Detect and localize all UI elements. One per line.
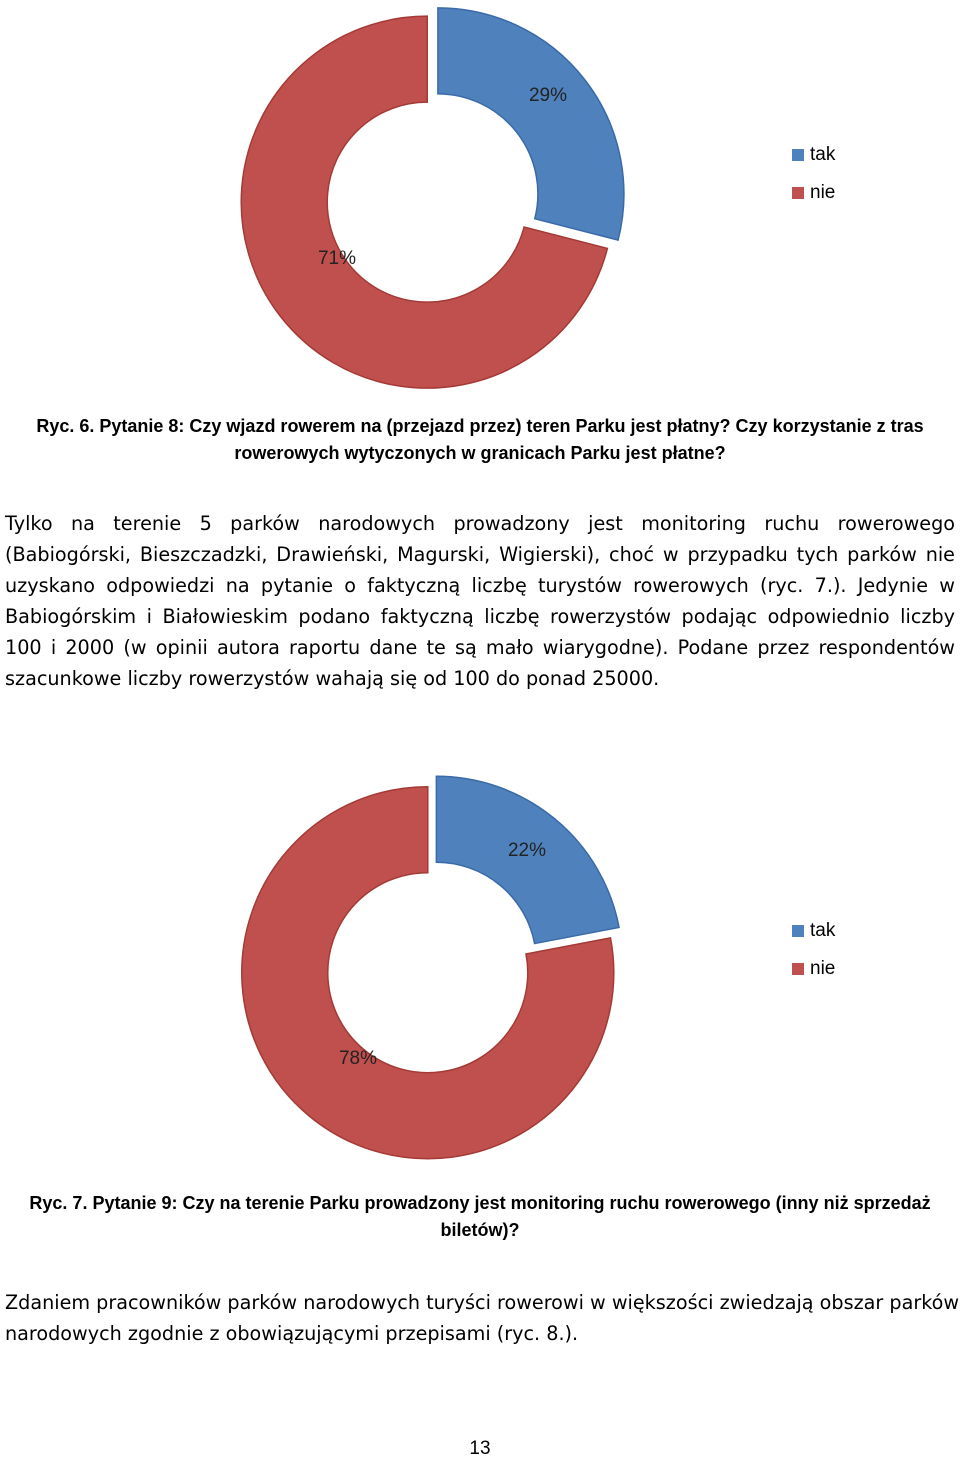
- legend-swatch-nie: [792, 963, 804, 975]
- chart-legend: [792, 136, 835, 212]
- data-label-tak: 29%: [528, 85, 568, 106]
- body-paragraph-2: Zdaniem pracowników parków narodowych turyści rowerowi w większości zwiedzają obszar parków narodowych zgodnie z obowiązującymi przepisami (ryc. 8.).: [5, 1291, 960, 1345]
- legend-item-nie: [792, 174, 835, 212]
- body-paragraph: Tylko na terenie 5 parków narodowych prowadzony jest monitoring ruchu rowerowego (Babiogórski, Bieszczadzki, Drawieński, Magurski, Wigierski), choć w przypadku tych parków nie uzyskano odpowiedzi na pytanie o faktyczną liczbę turystów rowerowych (ryc. 7.). Jedynie w Babiogórskim i Białowieskim podano faktyczną liczbę rowerzystów podając odpowiednio liczby 100 i 2000 (w opinii autora raportu dane te są mało wiarygodne). Podane przez respondentów szacunkowe liczby rowerzystów wahają się od 100 do ponad 25000.: [5, 512, 955, 690]
- legend-swatch-tak: [792, 925, 804, 937]
- legend-item-tak: [792, 136, 835, 174]
- figure-caption-7: Ryc. 7. Pytanie 9: Czy na terenie Parku prowadzony jest monitoring ruchu rowerowego (inny niż sprzedaż biletów)?: [29, 1193, 931, 1240]
- data-label-nie: 78%: [338, 1048, 378, 1069]
- legend-label-nie: nie: [810, 958, 836, 979]
- data-label-tak: 22%: [507, 840, 547, 861]
- page-number: 13: [469, 1438, 491, 1459]
- legend-swatch-tak: [792, 149, 804, 161]
- legend-label-tak: tak: [810, 144, 836, 165]
- data-label-nie: 71%: [317, 248, 357, 269]
- slice-tak: [438, 8, 624, 240]
- figure-caption-6: Ryc. 6. Pytanie 8: Czy wjazd rowerem na (przejazd przez) teren Parku jest płatny? Czy korzystanie z tras rowerowych wytyczonych w granicach Parku jest płatne?: [36, 416, 924, 463]
- legend-swatch-nie: [792, 187, 804, 199]
- legend-label-nie: nie: [810, 182, 836, 203]
- donut-chart-question-9: [0, 770, 960, 1170]
- legend-item-nie: [792, 950, 835, 988]
- legend-item-tak: [792, 912, 835, 950]
- legend-label-tak: tak: [810, 920, 836, 941]
- chart-legend: [792, 912, 835, 988]
- donut-chart-question-8: [0, 0, 960, 400]
